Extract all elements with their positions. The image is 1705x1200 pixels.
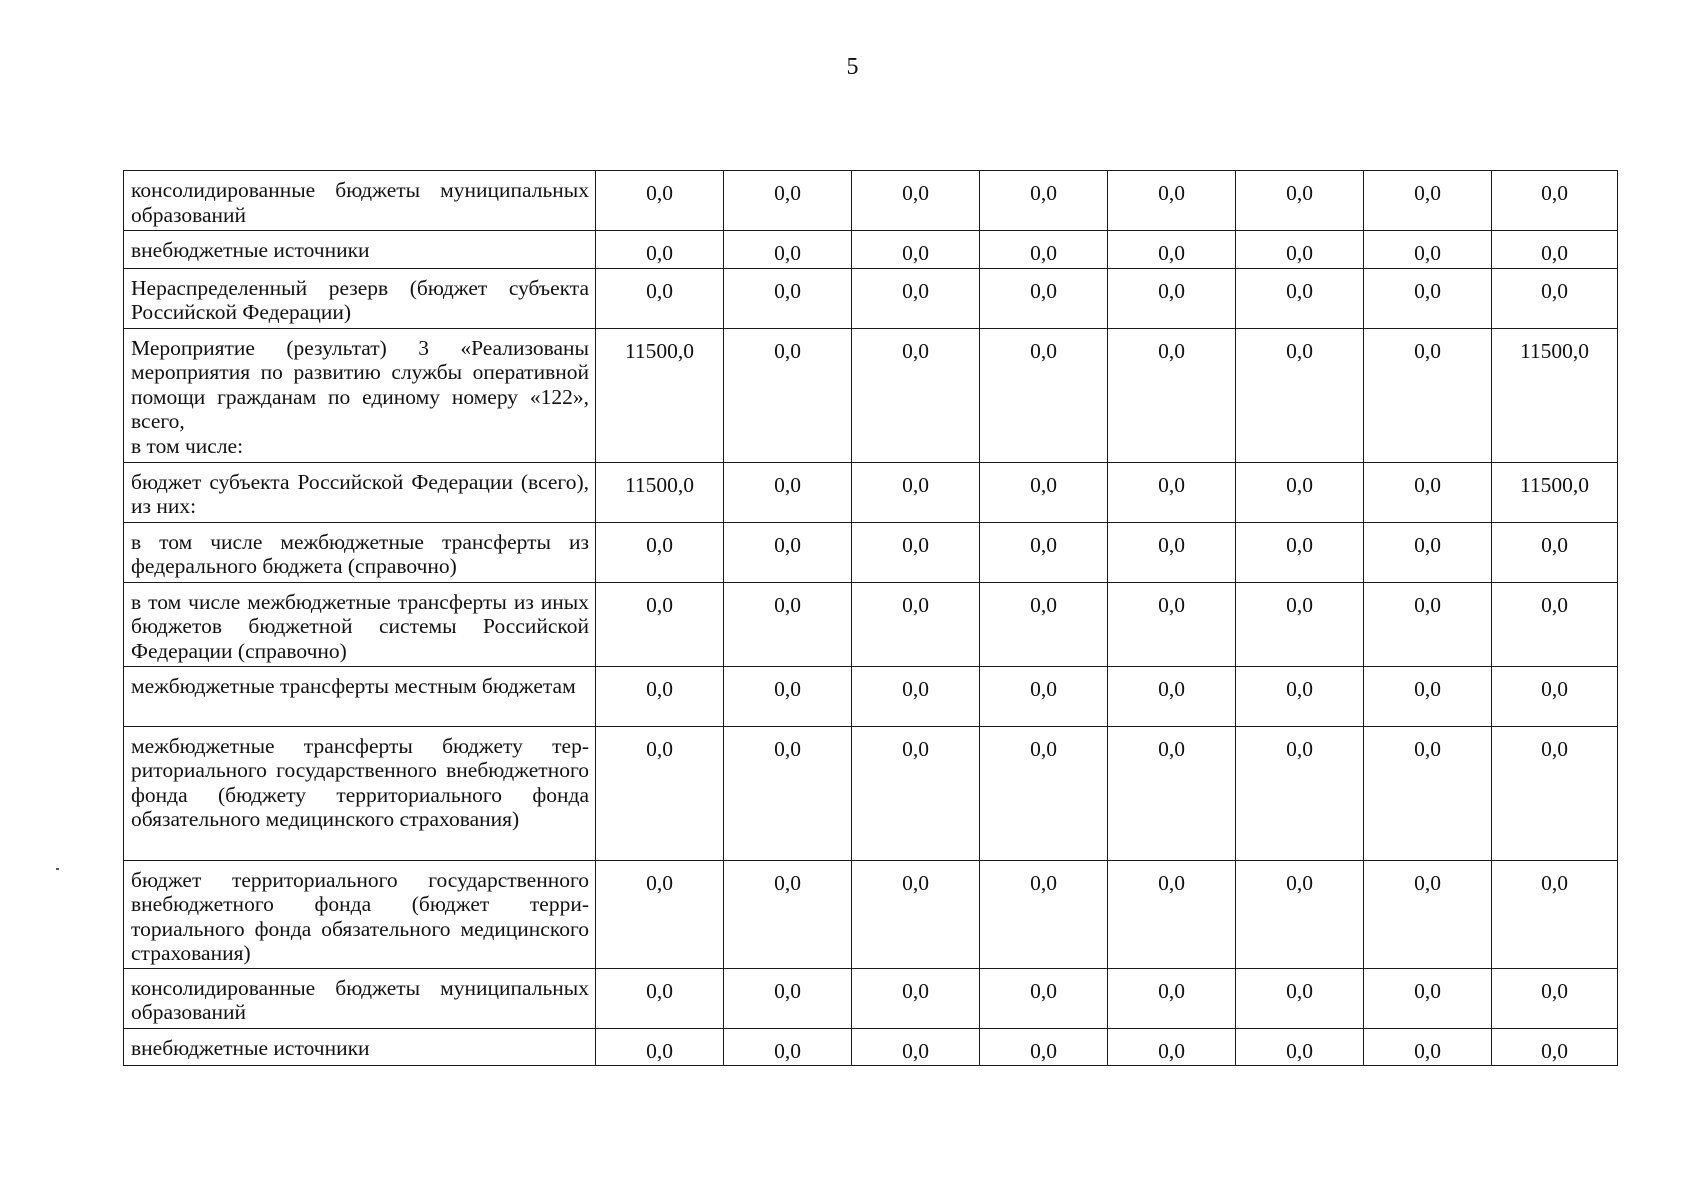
row-label: бюджет территориального государственного внебюджетного фонда (бюджет территориального фонда обязательного медицинского страхования) (124, 860, 596, 968)
row-label: внебюджетные источники (124, 1028, 596, 1066)
value-cell: 0,0 (1492, 726, 1618, 860)
value-cell: 0,0 (1236, 171, 1364, 231)
table-row (124, 582, 1618, 666)
value-cell: 0,0 (1364, 522, 1492, 582)
value-cell: 0,0 (596, 231, 724, 269)
value-cell: 0,0 (724, 328, 852, 462)
value-cell: 0,0 (852, 268, 980, 328)
value-cell: 0,0 (724, 582, 852, 666)
value-cell: 0,0 (1108, 666, 1236, 726)
value-cell: 0,0 (724, 968, 852, 1028)
value-cell: 0,0 (724, 860, 852, 968)
value-cell: 0,0 (596, 726, 724, 860)
value-cell: 0,0 (1492, 968, 1618, 1028)
value-cell: 0,0 (596, 860, 724, 968)
value-cell: 0,0 (852, 726, 980, 860)
value-cell: 0,0 (852, 1028, 980, 1066)
value-cell: 0,0 (724, 666, 852, 726)
value-cell: 0,0 (1364, 462, 1492, 522)
value-cell: 0,0 (596, 171, 724, 231)
value-cell: 0,0 (1364, 726, 1492, 860)
value-cell: 0,0 (724, 1028, 852, 1066)
row-label: межбюджетные трансферты местным бюджетам (124, 666, 596, 726)
row-label: бюджет субъекта Российской Федерации (всего), из них: (124, 462, 596, 522)
value-cell: 0,0 (1236, 328, 1364, 462)
value-cell: 0,0 (980, 268, 1108, 328)
value-cell: 0,0 (1108, 231, 1236, 269)
row-label: в том числе межбюджетные трансферты из иных бюджетов бюджетной системы Российской Федерации (справочно) (124, 582, 596, 666)
table-row (124, 171, 1618, 231)
value-cell: 0,0 (1108, 462, 1236, 522)
table-row (124, 968, 1618, 1028)
value-cell: 0,0 (980, 666, 1108, 726)
value-cell: 0,0 (1364, 231, 1492, 269)
table-row (124, 860, 1618, 968)
value-cell: 0,0 (980, 462, 1108, 522)
value-cell: 0,0 (1364, 1028, 1492, 1066)
value-cell: 0,0 (1492, 1028, 1618, 1066)
value-cell: 0,0 (1364, 328, 1492, 462)
value-cell: 0,0 (596, 582, 724, 666)
value-cell: 0,0 (1236, 462, 1364, 522)
value-cell: 0,0 (724, 726, 852, 860)
table-row (124, 522, 1618, 582)
value-cell: 0,0 (852, 522, 980, 582)
value-cell: 0,0 (852, 666, 980, 726)
value-cell: 0,0 (1364, 860, 1492, 968)
value-cell: 0,0 (1108, 582, 1236, 666)
table-row (124, 328, 1618, 462)
row-label: межбюджетные трансферты бюджету территориального государственного внебюджетного фонда (бюджету территориального фонда обязательного медицинского страхования) (124, 726, 596, 860)
value-cell: 0,0 (724, 171, 852, 231)
value-cell: 11500,0 (596, 328, 724, 462)
funding-table (123, 170, 1618, 1066)
value-cell: 0,0 (1364, 582, 1492, 666)
row-label: консолидированные бюджеты муниципальных образований (124, 171, 596, 231)
value-cell: 0,0 (980, 522, 1108, 582)
value-cell: 0,0 (852, 968, 980, 1028)
value-cell: 0,0 (1236, 726, 1364, 860)
value-cell: 0,0 (1108, 1028, 1236, 1066)
value-cell: 0,0 (1236, 231, 1364, 269)
value-cell: 0,0 (1108, 268, 1236, 328)
table-body (124, 171, 1618, 1066)
row-label: Мероприятие (результат) 3 «Реализованы мероприятия по развитию службы оперативной помощи гражданам по единому номеру «122», всего, в том числе: (124, 328, 596, 462)
margin-mark (56, 868, 59, 870)
table-row (124, 268, 1618, 328)
value-cell: 0,0 (1108, 171, 1236, 231)
value-cell: 0,0 (1492, 666, 1618, 726)
value-cell: 0,0 (1108, 328, 1236, 462)
value-cell: 0,0 (1236, 268, 1364, 328)
value-cell: 0,0 (1236, 968, 1364, 1028)
value-cell: 0,0 (596, 522, 724, 582)
value-cell: 0,0 (980, 231, 1108, 269)
value-cell: 0,0 (980, 582, 1108, 666)
value-cell: 0,0 (1108, 860, 1236, 968)
table-row (124, 726, 1618, 860)
value-cell: 0,0 (1492, 268, 1618, 328)
value-cell: 0,0 (1492, 171, 1618, 231)
value-cell: 0,0 (724, 522, 852, 582)
value-cell: 11500,0 (1492, 328, 1618, 462)
row-label: в том числе межбюджетные трансферты из федерального бюджета (справочно) (124, 522, 596, 582)
value-cell: 0,0 (1492, 231, 1618, 269)
table-row (124, 666, 1618, 726)
value-cell: 0,0 (852, 462, 980, 522)
table-row (124, 231, 1618, 269)
table-row (124, 462, 1618, 522)
value-cell: 0,0 (1236, 1028, 1364, 1066)
value-cell: 0,0 (1364, 968, 1492, 1028)
value-cell: 0,0 (596, 666, 724, 726)
value-cell: 0,0 (852, 231, 980, 269)
value-cell: 0,0 (980, 1028, 1108, 1066)
value-cell: 0,0 (852, 582, 980, 666)
value-cell: 0,0 (596, 968, 724, 1028)
value-cell: 0,0 (1364, 268, 1492, 328)
value-cell: 0,0 (596, 268, 724, 328)
value-cell: 0,0 (1108, 968, 1236, 1028)
value-cell: 0,0 (980, 328, 1108, 462)
value-cell: 0,0 (1364, 171, 1492, 231)
value-cell: 0,0 (852, 860, 980, 968)
value-cell: 0,0 (724, 268, 852, 328)
value-cell: 0,0 (852, 171, 980, 231)
value-cell: 0,0 (852, 328, 980, 462)
value-cell: 0,0 (980, 171, 1108, 231)
row-label: консолидированные бюджеты муниципальных образований (124, 968, 596, 1028)
value-cell: 0,0 (1108, 522, 1236, 582)
page-number: 5 (846, 54, 859, 80)
value-cell: 0,0 (1236, 582, 1364, 666)
value-cell: 11500,0 (1492, 462, 1618, 522)
value-cell: 0,0 (1492, 860, 1618, 968)
row-label: Нераспределенный резерв (бюджет субъекта Российской Федерации) (124, 268, 596, 328)
table-row (124, 1028, 1618, 1066)
row-label: внебюджетные источники (124, 231, 596, 269)
value-cell: 11500,0 (596, 462, 724, 522)
value-cell: 0,0 (1108, 726, 1236, 860)
value-cell: 0,0 (980, 726, 1108, 860)
value-cell: 0,0 (596, 1028, 724, 1066)
value-cell: 0,0 (1492, 522, 1618, 582)
value-cell: 0,0 (1492, 582, 1618, 666)
value-cell: 0,0 (724, 231, 852, 269)
value-cell: 0,0 (1236, 666, 1364, 726)
value-cell: 0,0 (724, 462, 852, 522)
value-cell: 0,0 (980, 968, 1108, 1028)
value-cell: 0,0 (1236, 522, 1364, 582)
value-cell: 0,0 (980, 860, 1108, 968)
value-cell: 0,0 (1364, 666, 1492, 726)
value-cell: 0,0 (1236, 860, 1364, 968)
